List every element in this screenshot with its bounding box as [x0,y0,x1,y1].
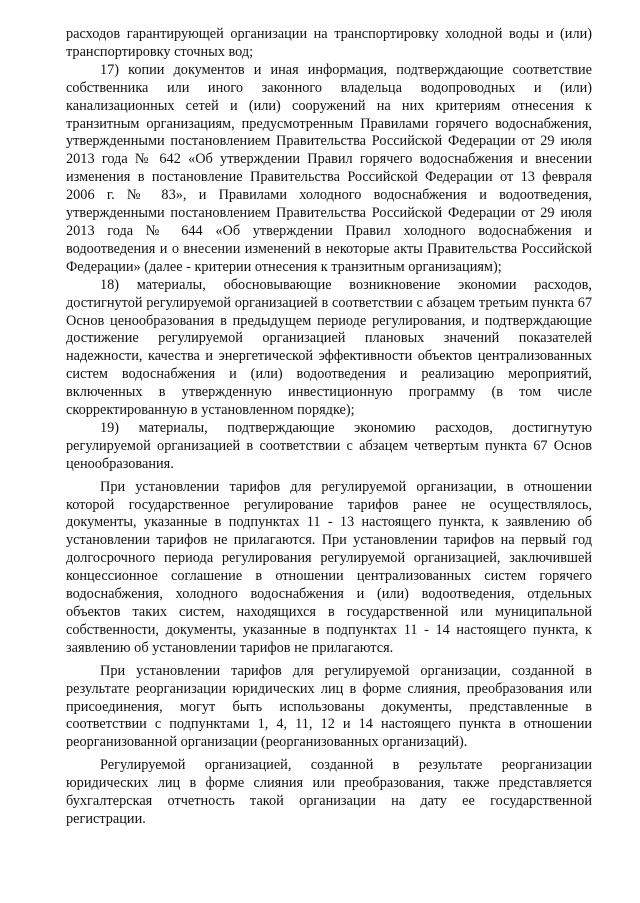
paragraph-item-19: 19) материалы, подтверждающие экономию расходов, достигнутую регулируемой организацией в соответствии с абзацем четвертым пункта 67 Основ ценообразования. [66,419,592,472]
paragraph-continuation: расходов гарантирующей организации на транспортировку холодной воды и (или) транспортировку сточных вод; [66,26,592,60]
paragraph-accounting-reporting: Регулируемой организацией, созданной в результате реорганизации юридических лиц в форме слияния или преобразования, также представляется бухгалтерская отчетность такой организации на дату ее государственной регистрации. [66,757,592,827]
paragraph-tariff-reorganization: При установлении тарифов для регулируемой организации, созданной в результате реорганизации юридических лиц в форме слияния, преобразования или присоединения, могут быть использованы документы, представленные в соответствии с подпунктами 1, 4, 11, 12 и 14 настоящего пункта в отношении реорганизованной организации (реорганизованных организаций). [66,662,592,751]
document-body [66,26,592,829]
paragraph-item-17: 17) копии документов и иная информация, подтверждающие соответствие собственника или иного законного владельца водопроводных и (или) канализационных сетей и (или) сооружений на них критериям отнесения к транзитным организациям, предусмотренным Правилами горячего водоснабжения, утвержденными постановлением Правительства Российской Федерации от 29 июля 2013 года № 642 «Об утверждении Правил горячего водоснабжения и внесении изменения в постановление Правительства Российской Федерации от 13 февраля 2006 г. № 83», и Правилами холодного водоснабжения и водоотведения, утвержденными постановлением Правительства Российской Федерации от 29 июля 2013 года № 644 «Об утверждении Правил холодного водоснабжения и водоотведения и о внесении изменений в некоторые акты Правительства Российской Федерации» (далее - критерии отнесения к транзитным организациям); [66,61,592,275]
paragraph-item-18: 18) материалы, обосновывающие возникновение экономии расходов, достигнутой регулируемой организацией в соответствии с абзацем третьим пункта 67 Основ ценообразования в предыдущем периоде регулирования, и подтверждающие достижение регулируемой организацией плановых значений показателей надежности, качества и энергетической эффективности объектов централизованных систем водоснабжения и (или) водоотведения и реализацию мероприятий, включенных в утвержденную инвестиционную программу (в том числе скорректированную в установленном порядке); [66,276,592,419]
paragraph-tariff-new-organization: При установлении тарифов для регулируемой организации, в отношении которой государственное регулирование тарифов ранее не осуществлялось, документы, указанные в подпунктах 11 - 13 настоящего пункта, к заявлению об установлении тарифов не прилагаются. При установлении тарифов на первый год долгосрочного периода регулирования регулируемой организацией, заключившей концессионное соглашение в отношении централизованных систем горячего водоснабжения, холодного водоснабжения и (или) водоотведения, отдельных объектов таких систем, находящихся в государственной или муниципальной собственности, документы, указанные в подпунктах 11 - 14 настоящего пункта, к заявлению об установлении тарифов не прилагаются. [66,478,592,656]
